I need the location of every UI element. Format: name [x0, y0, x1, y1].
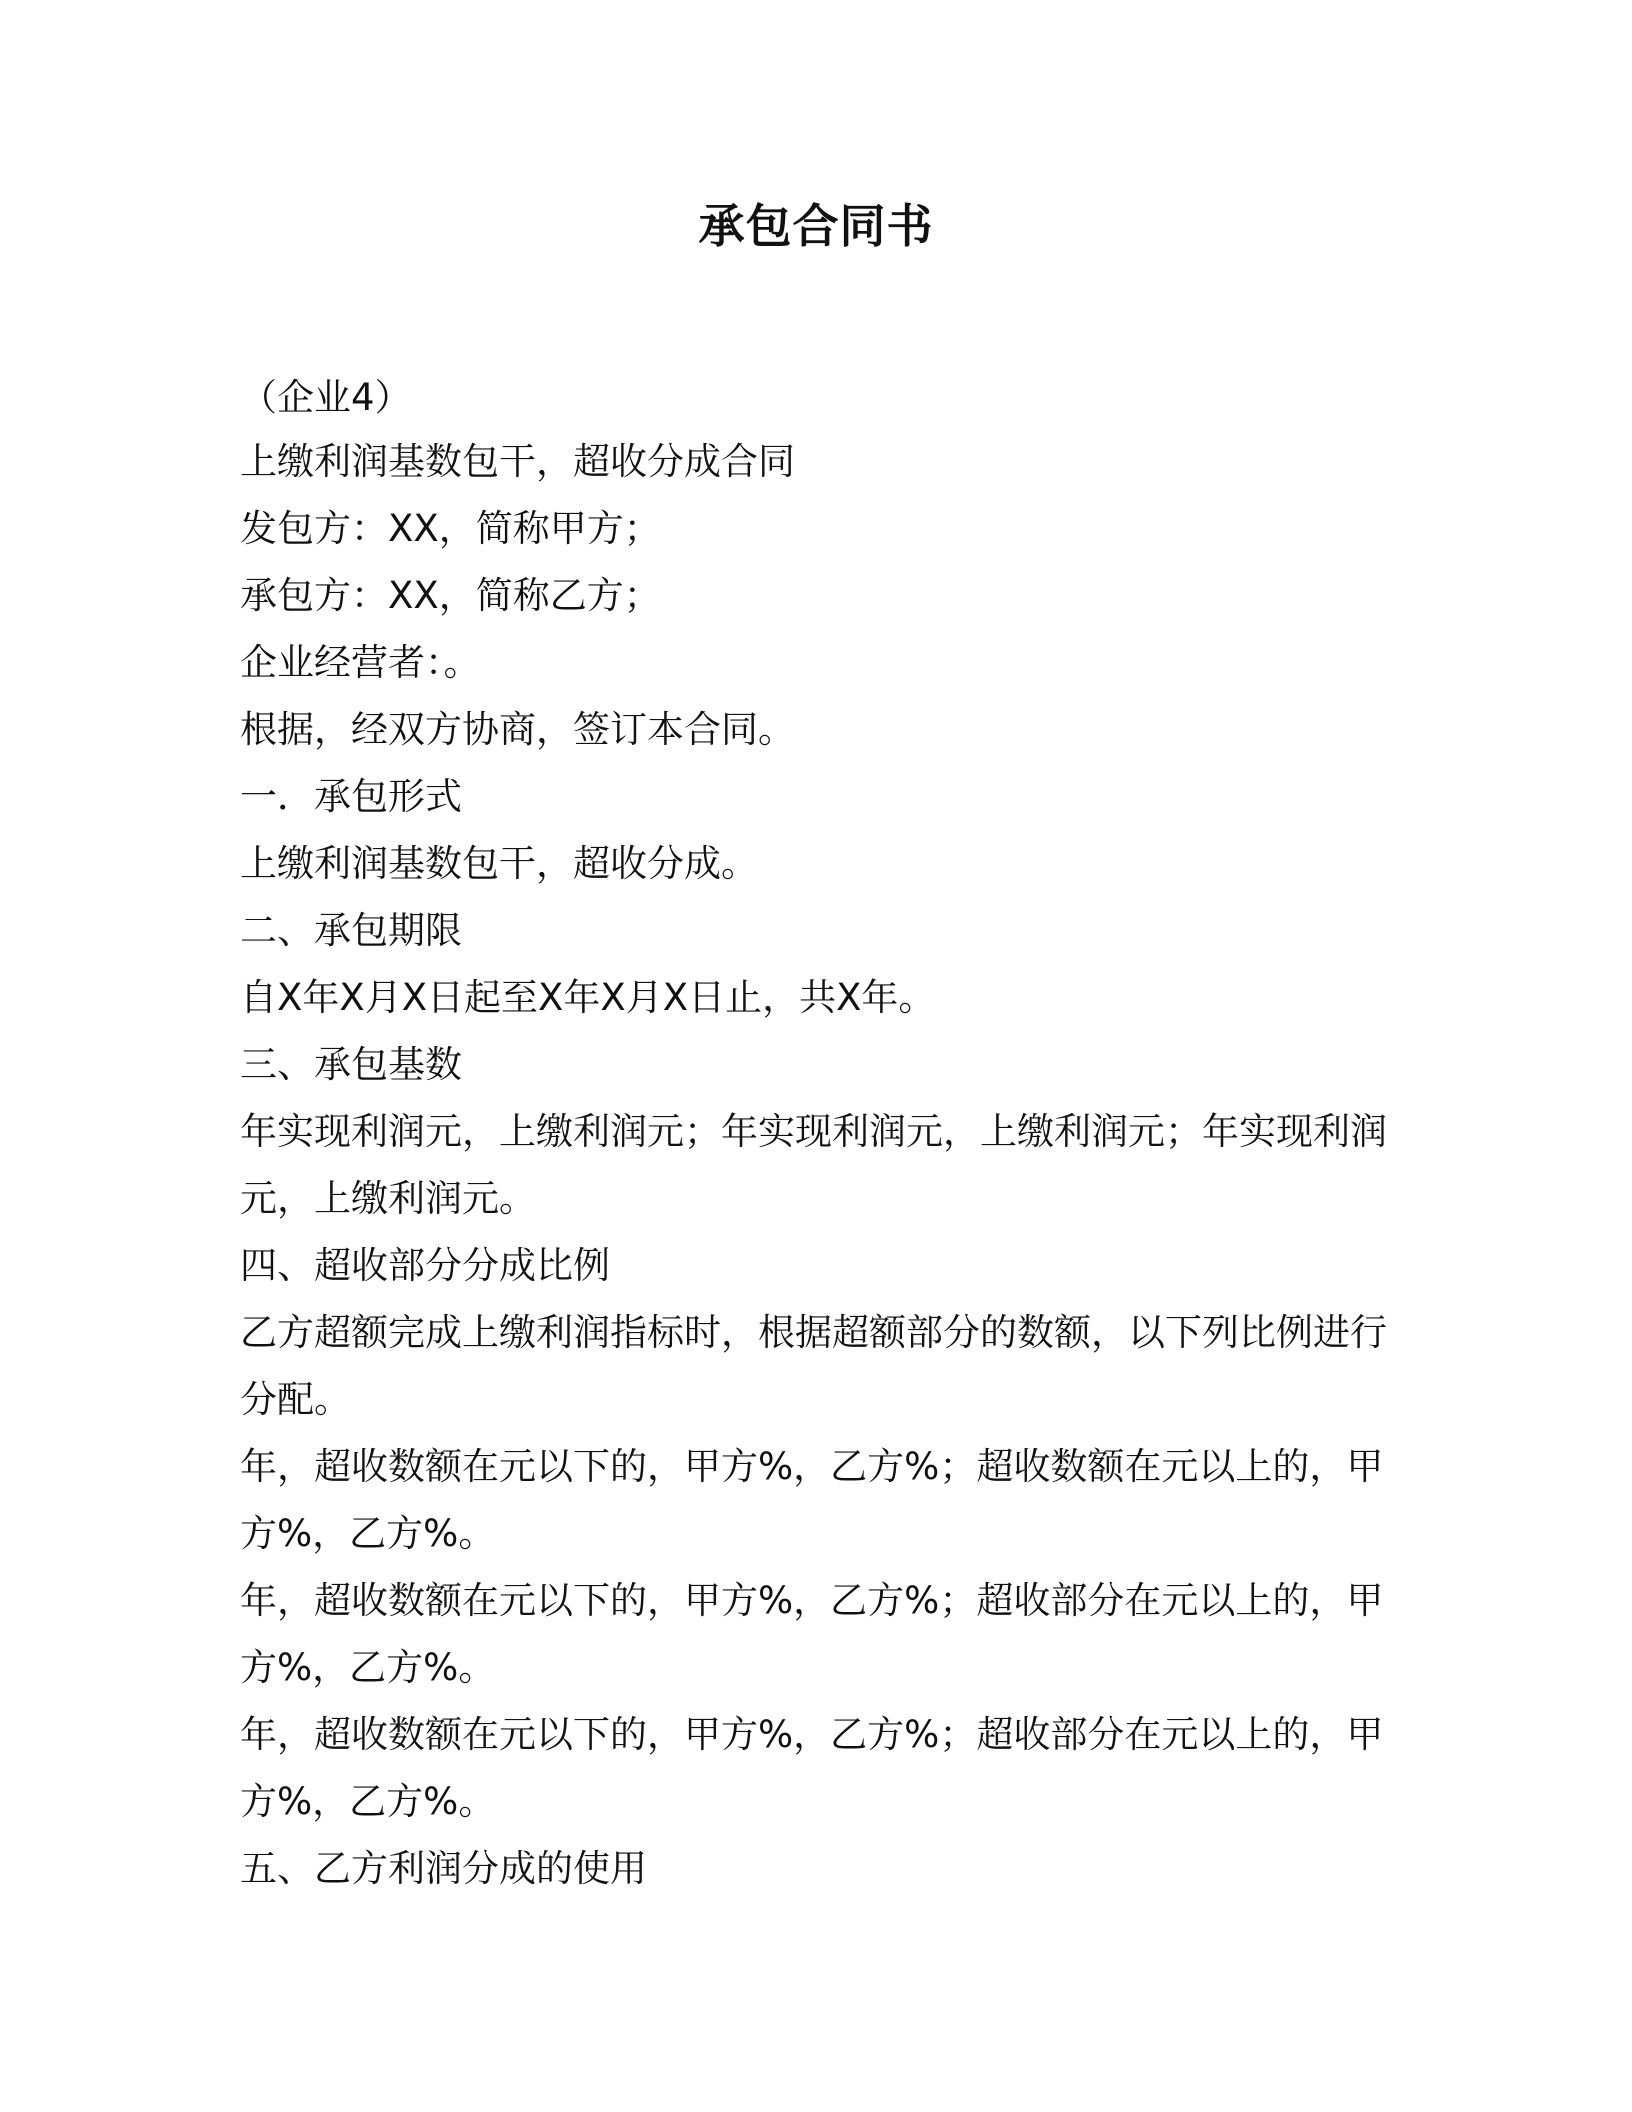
- enterprise-note: （企业4）: [240, 376, 412, 419]
- ratio-year-3: 年，超收数额在元以下的，甲方%，乙方%；超收部分在元以上的，甲方%，乙方%。: [240, 1713, 1384, 1823]
- section-2-body: 自X年X月X日起至X年X月X日止，共X年。: [240, 976, 936, 1019]
- ratio-year-2: 年，超收数额在元以下的，甲方%，乙方%；超收部分在元以上的，甲方%，乙方%。: [240, 1579, 1384, 1689]
- section-heading-2: 二、承包期限: [240, 909, 462, 952]
- section-3-body: 年实现利润元，上缴利润元；年实现利润元，上缴利润元；年实现利润元，上缴利润元。: [240, 1110, 1387, 1220]
- section-heading-5: 五、乙方利润分成的使用: [240, 1847, 647, 1890]
- enterprise-operator: 企业经营者：。: [240, 641, 481, 684]
- contract-subtitle: 上缴利润基数包干，超收分成合同: [240, 440, 795, 483]
- section-heading-3: 三、承包基数: [240, 1043, 462, 1086]
- document-title: 承包合同书: [698, 199, 934, 253]
- party-a: 发包方：XX，简称甲方；: [240, 507, 661, 550]
- section-heading-1: 一．承包形式: [240, 775, 462, 818]
- ratio-year-1: 年，超收数额在元以下的，甲方%，乙方%；超收数额在元以上的，甲方%，乙方%。: [240, 1445, 1384, 1555]
- section-1-body: 上缴利润基数包干，超收分成。: [240, 842, 758, 885]
- section-heading-4: 四、超收部分分成比例: [240, 1244, 610, 1287]
- document-body: [240, 368, 1390, 1902]
- preamble: 根据，经双方协商，签订本合同。: [240, 708, 795, 751]
- section-4-body: 乙方超额完成上缴利润指标时，根据超额部分的数额，以下列比例进行分配。: [240, 1311, 1387, 1421]
- party-b: 承包方：XX，简称乙方；: [240, 574, 661, 617]
